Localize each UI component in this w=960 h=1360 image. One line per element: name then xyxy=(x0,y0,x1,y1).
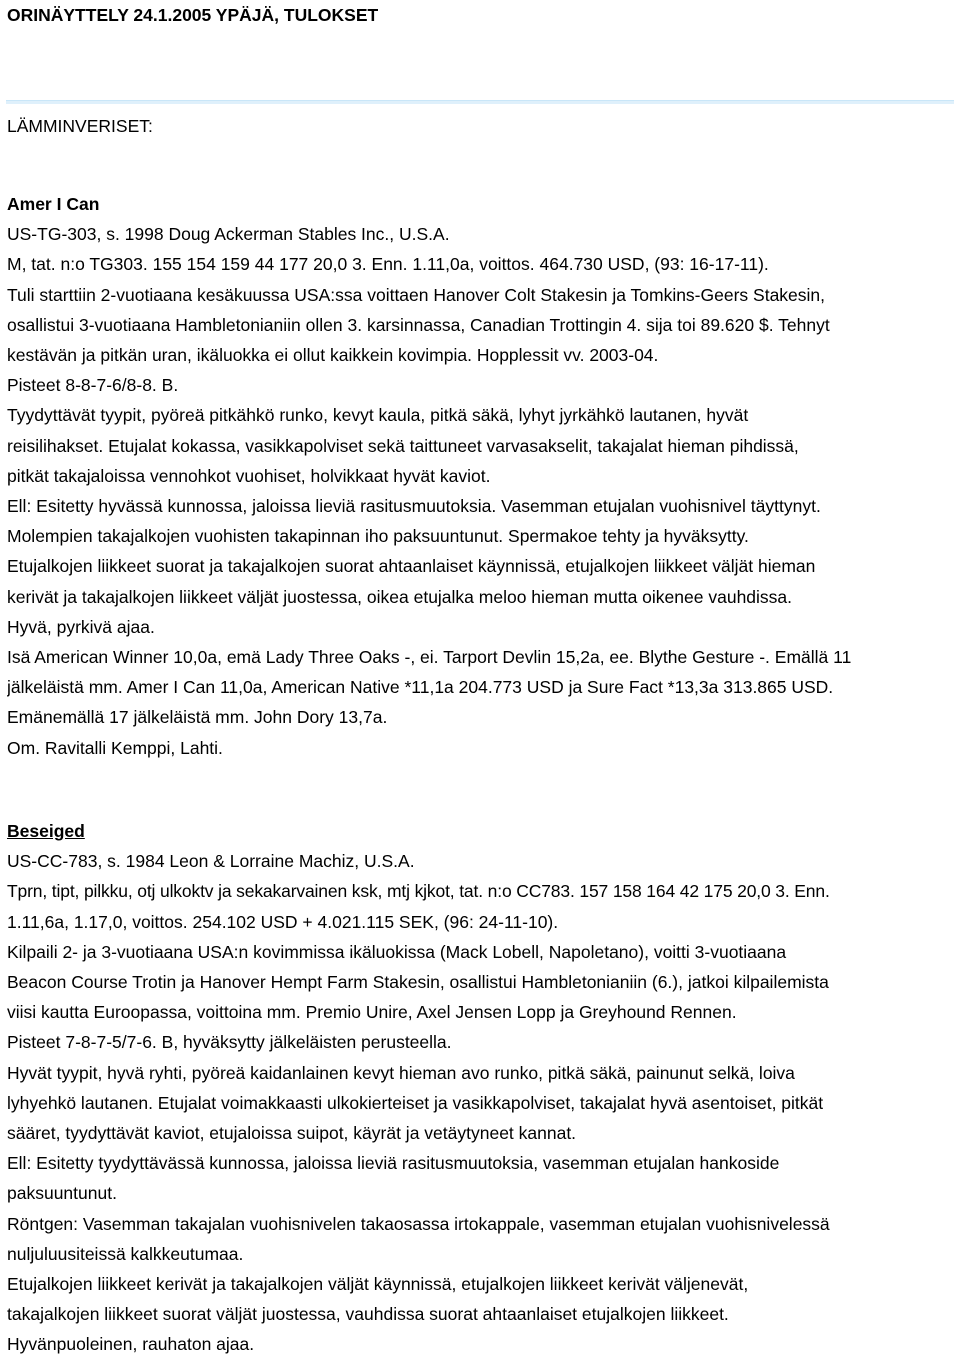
entry-line: US-CC-783, s. 1984 Leon & Lorraine Machiz, U.S.A. xyxy=(7,851,415,872)
entry-line: pitkät takajaloissa vennohkot vuohiset, holvikkaat hyvät kaviot. xyxy=(7,465,491,486)
entry-line: US-TG-303, s. 1998 Doug Ackerman Stables Inc., U.S.A. xyxy=(7,224,450,245)
horse-entry-beseiged xyxy=(7,816,955,1360)
entry-line: Röntgen: Vasemman takajalan vuohisnivelen takaosassa irtokappale, vasemman etujalan vuohisnivelessä xyxy=(7,1213,830,1234)
entry-line: Om. Ravitalli Kemppi, Lahti. xyxy=(7,737,223,758)
section-heading: LÄMMINVERISET: xyxy=(7,116,153,136)
horse-entry-amer-i-can xyxy=(7,189,955,763)
entry-line: takajalkojen liikkeet suorat väljät juostessa, vauhdissa suorat ahtaanlaiset etujalkojen liikkeet. xyxy=(7,1304,729,1325)
entry-line: Ell: Esitetty hyvässä kunnossa, jaloissa lieviä rasitusmuutoksia. Vasemman etujalan vuohisnivel täyttynyt. xyxy=(7,496,821,517)
entry-line: Hyvät tyypit, hyvä ryhti, pyöreä kaidanlainen kevyt hieman avo runko, pitkä säkä, painunut selkä, loiva xyxy=(7,1062,795,1083)
entry-line: Kilpaili 2- ja 3-vuotiaana USA:n kovimmissa ikäluokissa (Mack Lobell, Napoletano), voitti 3-vuotiaana xyxy=(7,941,787,962)
entry-line: Hyvä, pyrkivä ajaa. xyxy=(7,616,155,637)
entry-line: Tuli starttiin 2-vuotiaana kesäkuussa USA:ssa voittaen Hanover Colt Stakesin ja Tomkins-Geers Stakesin, xyxy=(7,284,826,305)
entry-line: Etujalkojen liikkeet kerivät ja takajalkojen väljät käynnissä, etujalkojen liikkeet kerivät väljenevät, xyxy=(7,1274,749,1295)
entry-line: Emänemällä 17 jälkeläistä mm. John Dory 13,7a. xyxy=(7,707,388,728)
entry-line: osallistui 3-vuotiaana Hambletonianiin ollen 3. karsinnassa, Canadian Trottingin 4. sija toi 89.620 $. Tehnyt xyxy=(7,314,830,335)
entry-line: Pisteet 7-8-7-5/7-6. B, hyväksytty jälkeläisten perusteella. xyxy=(7,1032,452,1053)
entry-line: reisilihakset. Etujalat kokassa, vasikkapolviset sekä taittuneet varvasakselit, takajalat hieman pihdissä, xyxy=(7,435,799,456)
entry-line: Tprn, tipt, pilkku, otj ulkoktv ja sekakarvainen ksk, mtj kjkot, tat. n:o CC783. 157 158 164 42 175 20,0 3. Enn. xyxy=(7,881,830,902)
entry-line: Pisteet 8-8-7-6/8-8. B. xyxy=(7,375,179,396)
horse-name: Beseiged xyxy=(7,821,85,841)
entry-line: M, tat. n:o TG303. 155 154 159 44 177 20,0 3. Enn. 1.11,0a, voittos. 464.730 USD, (93: 16-17-11). xyxy=(7,254,769,275)
title-divider xyxy=(6,100,954,104)
entry-line: Isä American Winner 10,0a, emä Lady Three Oaks -, ei. Tarport Devlin 15,2a, ee. Blythe Gesture -. Emällä 11 xyxy=(7,647,852,668)
entry-line: viisi kautta Euroopassa, voittoina mm. Premio Unire, Axel Jensen Lopp ja Greyhound Rennen. xyxy=(7,1002,737,1023)
horse-name: Amer I Can xyxy=(7,194,100,214)
entry-line: kestävän ja pitkän uran, ikäluokka ei ollut kaikkein kovimpia. Hopplessit vv. 2003-04. xyxy=(7,345,659,366)
entry-line: Molempien takajalkojen vuohisten takapinnan iho paksuuntunut. Spermakoe tehty ja hyväksytty. xyxy=(7,526,749,547)
entry-line: nuljuluusiteissä kalkkeutumaa. xyxy=(7,1243,244,1264)
entry-line: kerivät ja takajalkojen liikkeet väljät juostessa, oikea etujalka meloo hieman mutta oikenee vauhdissa. xyxy=(7,586,793,607)
entry-line: paksuuntunut. xyxy=(7,1183,117,1204)
entry-line: sääret, tyydyttävät kaviot, etujaloissa suipot, käyrät ja vetäytyneet kannat. xyxy=(7,1123,577,1144)
entry-line: lyhyehkö lautanen. Etujalat voimakkaasti ulkokierteiset ja vasikkapolviset, takajalat hyvä asentoiset, pitkät xyxy=(7,1092,824,1113)
entry-line: 1.11,6a, 1.17,0, voittos. 254.102 USD + 4.021.115 SEK, (96: 24-11-10). xyxy=(7,911,559,932)
entry-line: Etujalkojen liikkeet suorat ja takajalkojen suorat ahtaanlaiset käynnissä, etujalkojen liikkeet väljät hieman xyxy=(7,556,816,577)
entry-line: Beacon Course Trotin ja Hanover Hempt Farm Stakesin, osallistui Hambletonianiin (6.), jatkoi kilpailemista xyxy=(7,972,829,993)
page-title: ORINÄYTTELY 24.1.2005 YPÄJÄ, TULOKSET xyxy=(7,5,379,25)
entry-line: jälkeläistä mm. Amer I Can 11,0a, American Native *11,1a 204.773 USD ja Sure Fact *13,3a 313.865 USD. xyxy=(7,677,834,698)
entry-line: Hyvänpuoleinen, rauhaton ajaa. xyxy=(7,1334,255,1355)
entry-line: Ell: Esitetty tyydyttävässä kunnossa, jaloissa lieviä rasitusmuutoksia, vasemman etujalan hankoside xyxy=(7,1153,780,1174)
entry-line: Tyydyttävät tyypit, pyöreä pitkähkö runko, kevyt kaula, pitkä säkä, lyhyt jyrkähkö lautanen, hyvät xyxy=(7,405,749,426)
